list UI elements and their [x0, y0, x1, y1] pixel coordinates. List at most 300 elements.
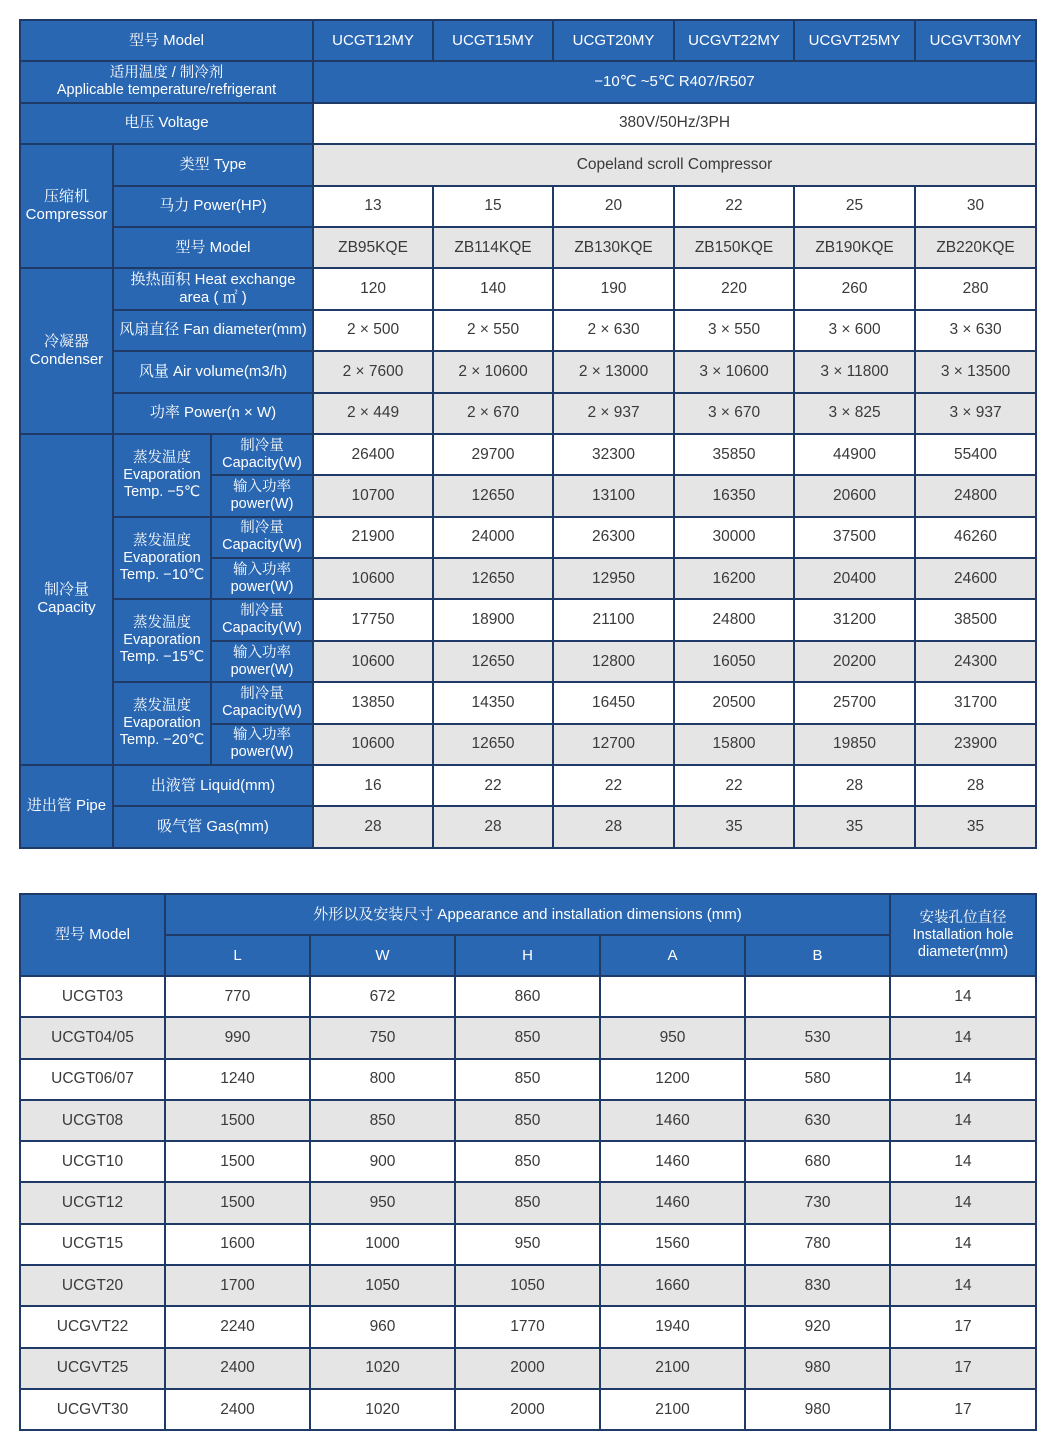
capacity-label-text: Capacity(W)	[222, 454, 302, 471]
condenser-area-cell: 220	[674, 268, 794, 309]
temperature-label-text: 适用温度 / 制冷剂	[109, 65, 224, 82]
dimension-row	[20, 976, 1036, 1017]
hole-diameter-cell: 14	[890, 1100, 1036, 1141]
dimension-column-header-text: W	[375, 946, 390, 964]
input-power-cell: 12650	[433, 641, 553, 682]
model-name-header-text: UCGVT22MY	[688, 31, 780, 49]
input-power-cell: 13100	[553, 475, 674, 516]
condenser-area-cell: 140	[433, 268, 553, 309]
capacity-cell: 13850	[313, 682, 433, 723]
capacity-row	[20, 434, 1036, 475]
capacity-label-text: 制冷量	[240, 685, 284, 702]
dimension-column-header-text: L	[233, 946, 242, 964]
evaporation-temp-label-text: Temp. −5℃	[123, 483, 201, 500]
dimension-value-cell: 2000	[455, 1348, 600, 1389]
voltage-label-text: 电压 Voltage	[124, 114, 209, 132]
capacity-cell: 46260	[915, 517, 1036, 558]
input-power-cell: 12700	[553, 724, 674, 765]
compressor-power-row	[20, 186, 1036, 227]
hole-diameter-cell: 17	[890, 1306, 1036, 1347]
condenser-air-cell: 3 × 13500	[915, 351, 1036, 392]
capacity-cell: 16450	[553, 682, 674, 723]
capacity-label	[211, 682, 313, 723]
compressor-group-label	[20, 144, 113, 268]
dimension-value-cell: 1460	[600, 1182, 745, 1223]
capacity-cell: 21900	[313, 517, 433, 558]
dimension-value-cell: 680	[745, 1141, 890, 1182]
condenser-power-cell: 2 × 449	[313, 393, 433, 434]
evaporation-temp-label	[113, 682, 211, 765]
condenser-power-label-text: 功率 Power(n × W)	[149, 404, 277, 422]
dimension-row	[20, 1182, 1036, 1223]
compressor-model-cell: ZB220KQE	[915, 227, 1036, 268]
dimension-model-label	[20, 894, 165, 976]
dimension-value-cell: 1050	[310, 1265, 455, 1306]
dimension-value-cell: 1500	[165, 1100, 310, 1141]
dimension-value-cell: 730	[745, 1182, 890, 1223]
hole-diameter-cell: 14	[890, 1265, 1036, 1306]
condenser-power-cell: 3 × 937	[915, 393, 1036, 434]
input-power-cell: 24600	[915, 558, 1036, 599]
condenser-air-label-text: 风量 Air volume(m3/h)	[138, 362, 288, 380]
pipe-gas-cell: 35	[674, 806, 794, 847]
evaporation-temp-label-text: Evaporation	[123, 632, 201, 649]
input-power-cell: 16200	[674, 558, 794, 599]
capacity-label-text: Capacity(W)	[222, 620, 302, 637]
capacity-cell: 25700	[794, 682, 915, 723]
condenser-air-row	[20, 351, 1036, 392]
dimension-value-cell: 1500	[165, 1182, 310, 1223]
hole-diameter-cell: 17	[890, 1348, 1036, 1389]
condenser-power-cell: 2 × 670	[433, 393, 553, 434]
input-power-cell: 10600	[313, 724, 433, 765]
pipe-group-label-text: 进出管 Pipe	[26, 797, 107, 815]
spec-table	[19, 19, 1037, 849]
model-name-header	[553, 20, 674, 61]
capacity-cell: 35850	[674, 434, 794, 475]
input-power-label-text: 输入功率	[233, 644, 291, 661]
input-power-cell: 20400	[794, 558, 915, 599]
dimension-value-cell: 1500	[165, 1141, 310, 1182]
pipe-gas-cell: 35	[794, 806, 915, 847]
pipe-liquid-cell: 22	[433, 765, 553, 806]
hole-diameter-label	[890, 894, 1036, 976]
model-name-header-text: UCGT20MY	[572, 31, 655, 49]
capacity-cell: 21100	[553, 599, 674, 640]
input-power-cell: 19850	[794, 724, 915, 765]
capacity-cell: 31700	[915, 682, 1036, 723]
capacity-label	[211, 517, 313, 558]
input-power-cell: 10600	[313, 641, 433, 682]
input-power-label	[211, 641, 313, 682]
condenser-air-cell: 3 × 10600	[674, 351, 794, 392]
dimension-value-cell: 850	[455, 1059, 600, 1100]
dimension-column-header	[745, 935, 890, 976]
pipe-liquid-label	[113, 765, 313, 806]
dimension-value-cell: 2240	[165, 1306, 310, 1347]
dimension-model-cell: UCGVT25	[20, 1348, 165, 1389]
dimension-value-cell: 850	[455, 1182, 600, 1223]
input-power-cell: 12950	[553, 558, 674, 599]
hole-diameter-cell: 14	[890, 1059, 1036, 1100]
capacity-label-text: 制冷量	[240, 603, 284, 620]
dimension-row	[20, 1306, 1036, 1347]
dimension-model-cell: UCGVT22	[20, 1306, 165, 1347]
dimension-model-cell: UCGT08	[20, 1100, 165, 1141]
dimension-column-header	[600, 935, 745, 976]
temperature-label	[20, 61, 313, 102]
model-name-header	[433, 20, 553, 61]
condenser-fan-cell: 3 × 550	[674, 310, 794, 351]
capacity-cell: 37500	[794, 517, 915, 558]
dimension-column-header-text: B	[812, 946, 823, 964]
evaporation-temp-label	[113, 599, 211, 682]
compressor-type-row	[20, 144, 1036, 185]
dimension-value-cell: 990	[165, 1017, 310, 1058]
capacity-cell: 14350	[433, 682, 553, 723]
dimension-value-cell: 1460	[600, 1141, 745, 1182]
pipe-gas-cell: 28	[553, 806, 674, 847]
evaporation-temp-label-text: 蒸发温度	[133, 532, 191, 549]
dimension-value-cell: 980	[745, 1389, 890, 1430]
dimension-value-cell: 2400	[165, 1389, 310, 1430]
condenser-fan-cell: 3 × 600	[794, 310, 915, 351]
pipe-gas-cell: 35	[915, 806, 1036, 847]
condenser-group-label	[20, 268, 113, 434]
model-name-header-text: UCGVT30MY	[929, 31, 1022, 49]
capacity-cell: 17750	[313, 599, 433, 640]
condenser-area-label-text: 换热面积 Heat exchange	[130, 271, 296, 289]
dimension-model-cell: UCGT03	[20, 976, 165, 1017]
evaporation-temp-label	[113, 434, 211, 517]
compressor-power-cell: 25	[794, 186, 915, 227]
dimension-row	[20, 1017, 1036, 1058]
dimension-value-cell: 950	[310, 1182, 455, 1223]
condenser-area-label-text: area ( ㎡ )	[179, 289, 247, 307]
voltage-value: 380V/50Hz/3PH	[313, 103, 1036, 144]
capacity-cell: 29700	[433, 434, 553, 475]
input-power-cell: 15800	[674, 724, 794, 765]
condenser-area-cell: 280	[915, 268, 1036, 309]
pipe-gas-cell: 28	[313, 806, 433, 847]
evaporation-temp-label-text: Evaporation	[123, 549, 201, 566]
evaporation-temp-label-text: 蒸发温度	[133, 449, 191, 466]
input-power-cell: 10600	[313, 558, 433, 599]
dimension-model-cell: UCGT12	[20, 1182, 165, 1223]
evaporation-temp-label	[113, 517, 211, 600]
voltage-label	[20, 103, 313, 144]
dimension-value-cell: 672	[310, 976, 455, 1017]
pipe-gas-row	[20, 806, 1036, 847]
dimension-row	[20, 1265, 1036, 1306]
dimension-group-label	[165, 894, 890, 935]
capacity-cell: 18900	[433, 599, 553, 640]
compressor-model-cell: ZB114KQE	[433, 227, 553, 268]
dimension-value-cell: 1020	[310, 1348, 455, 1389]
capacity-label-text: 制冷量	[240, 437, 284, 454]
evaporation-temp-label-text: Temp. −10℃	[119, 566, 205, 583]
evaporation-temp-label-text: Evaporation	[123, 466, 201, 483]
pipe-liquid-cell: 28	[915, 765, 1036, 806]
input-power-cell: 24800	[915, 475, 1036, 516]
compressor-model-cell: ZB190KQE	[794, 227, 915, 268]
capacity-cell: 26300	[553, 517, 674, 558]
model-name-header-text: UCGT12MY	[332, 31, 414, 49]
dimension-model-cell: UCGT20	[20, 1265, 165, 1306]
condenser-air-cell: 3 × 11800	[794, 351, 915, 392]
compressor-model-row	[20, 227, 1036, 268]
dimension-value-cell: 770	[165, 976, 310, 1017]
compressor-type-label	[113, 144, 313, 185]
dimension-header-row	[20, 894, 1036, 935]
condenser-area-row	[20, 268, 1036, 309]
hole-diameter-label-text: Installation hole	[912, 926, 1014, 943]
dimension-value-cell: 850	[455, 1141, 600, 1182]
condenser-fan-cell: 2 × 550	[433, 310, 553, 351]
capacity-group-label-text: 制冷量	[43, 581, 89, 599]
compressor-group-label-text: 压缩机	[43, 188, 89, 206]
model-label-text: 型号 Model	[128, 31, 205, 49]
input-power-label-text: 输入功率	[233, 478, 291, 495]
condenser-fan-label-text: 风扇直径 Fan diameter(mm)	[119, 321, 307, 339]
capacity-label-text: Capacity(W)	[222, 702, 302, 719]
dimension-table	[19, 893, 1037, 1431]
model-name-header	[915, 20, 1036, 61]
dimension-value-cell: 530	[745, 1017, 890, 1058]
model-name-header	[794, 20, 915, 61]
model-name-header-text: UCGT15MY	[452, 31, 534, 49]
condenser-fan-cell: 2 × 630	[553, 310, 674, 351]
pipe-gas-label-text: 吸气管 Gas(mm)	[157, 818, 269, 836]
dimension-value-cell: 1700	[165, 1265, 310, 1306]
hole-diameter-cell: 14	[890, 976, 1036, 1017]
pipe-gas-cell: 28	[433, 806, 553, 847]
temperature-row	[20, 61, 1036, 102]
dimension-value-cell: 1600	[165, 1224, 310, 1265]
condenser-air-cell: 2 × 7600	[313, 351, 433, 392]
input-power-label	[211, 558, 313, 599]
input-power-label-text: 输入功率	[233, 561, 291, 578]
evaporation-temp-label-text: Temp. −20℃	[119, 732, 205, 749]
condenser-power-cell: 3 × 825	[794, 393, 915, 434]
dimension-value-cell: 1560	[600, 1224, 745, 1265]
dimension-row	[20, 1100, 1036, 1141]
condenser-area-cell: 120	[313, 268, 433, 309]
input-power-cell: 10700	[313, 475, 433, 516]
input-power-label-text: power(W)	[230, 744, 294, 761]
dimension-value-cell: 2100	[600, 1348, 745, 1389]
capacity-cell: 30000	[674, 517, 794, 558]
capacity-cell: 20500	[674, 682, 794, 723]
dimension-value-cell: 850	[310, 1100, 455, 1141]
dimension-value-cell: 830	[745, 1265, 890, 1306]
dimension-value-cell: 1200	[600, 1059, 745, 1100]
condenser-fan-cell: 2 × 500	[313, 310, 433, 351]
dimension-value-cell: 2000	[455, 1389, 600, 1430]
input-power-label-text: 输入功率	[233, 727, 291, 744]
input-power-cell: 16050	[674, 641, 794, 682]
condenser-area-cell: 260	[794, 268, 915, 309]
capacity-cell: 24800	[674, 599, 794, 640]
capacity-cell: 26400	[313, 434, 433, 475]
compressor-power-cell: 15	[433, 186, 553, 227]
compressor-group-label-text: Compressor	[25, 206, 108, 224]
capacity-label	[211, 434, 313, 475]
capacity-cell: 44900	[794, 434, 915, 475]
capacity-label-text: 制冷量	[240, 520, 284, 537]
dimension-row	[20, 1224, 1036, 1265]
condenser-group-label-text: Condenser	[29, 351, 104, 369]
evaporation-temp-label-text: Evaporation	[123, 715, 201, 732]
pipe-group-label	[20, 765, 113, 848]
input-power-label-text: power(W)	[230, 661, 294, 678]
compressor-type-label-text: 类型 Type	[179, 155, 247, 173]
condenser-fan-cell: 3 × 630	[915, 310, 1036, 351]
hole-diameter-label-text: 安装孔位直径	[919, 909, 1007, 926]
input-power-cell: 20600	[794, 475, 915, 516]
hole-diameter-cell: 17	[890, 1389, 1036, 1430]
dimension-value-cell: 1240	[165, 1059, 310, 1100]
compressor-power-label	[113, 186, 313, 227]
input-power-cell: 20200	[794, 641, 915, 682]
capacity-cell: 55400	[915, 434, 1036, 475]
capacity-cell: 24000	[433, 517, 553, 558]
dimension-group-label-text: 外形以及安装尺寸 Appearance and installation dimensions (mm)	[313, 905, 742, 923]
model-name-header	[313, 20, 433, 61]
dimension-value-cell: 920	[745, 1306, 890, 1347]
pipe-liquid-cell: 22	[553, 765, 674, 806]
compressor-model-label	[113, 227, 313, 268]
compressor-power-cell: 22	[674, 186, 794, 227]
pipe-liquid-cell: 28	[794, 765, 915, 806]
dimension-value-cell: 1940	[600, 1306, 745, 1347]
dimension-value-cell: 1770	[455, 1306, 600, 1347]
condenser-air-label	[113, 351, 313, 392]
dimension-value-cell: 850	[455, 1017, 600, 1058]
dimension-value-cell: 1660	[600, 1265, 745, 1306]
model-name-header	[674, 20, 794, 61]
dimension-column-header	[455, 935, 600, 976]
dimension-column-header-text: H	[522, 946, 533, 964]
hole-diameter-cell: 14	[890, 1141, 1036, 1182]
dimension-column-header	[165, 935, 310, 976]
condenser-group-label-text: 冷凝器	[43, 333, 89, 351]
capacity-group-label-text: Capacity	[37, 599, 96, 617]
dimension-value-cell: 580	[745, 1059, 890, 1100]
condenser-area-label	[113, 268, 313, 309]
pipe-liquid-cell: 16	[313, 765, 433, 806]
dimension-value-cell: 780	[745, 1224, 890, 1265]
dimension-value-cell: 800	[310, 1059, 455, 1100]
input-power-label	[211, 475, 313, 516]
voltage-row	[20, 103, 1036, 144]
capacity-cell: 32300	[553, 434, 674, 475]
capacity-cell: 38500	[915, 599, 1036, 640]
input-power-cell: 12650	[433, 724, 553, 765]
hole-diameter-cell: 14	[890, 1182, 1036, 1223]
capacity-label-text: Capacity(W)	[222, 537, 302, 554]
dimension-value-cell: 1000	[310, 1224, 455, 1265]
dimension-value-cell: 950	[600, 1017, 745, 1058]
temperature-value: −10℃ ~5℃ R407/R507	[313, 61, 1036, 102]
input-power-label-text: power(W)	[230, 578, 294, 595]
capacity-cell: 31200	[794, 599, 915, 640]
dimension-value-cell: 860	[455, 976, 600, 1017]
compressor-model-cell: ZB130KQE	[553, 227, 674, 268]
dimension-model-cell: UCGT06/07	[20, 1059, 165, 1100]
dimension-value-cell: 1020	[310, 1389, 455, 1430]
capacity-group-label	[20, 434, 113, 765]
dimension-model-cell: UCGT15	[20, 1224, 165, 1265]
evaporation-temp-label-text: 蒸发温度	[133, 698, 191, 715]
input-power-cell: 12650	[433, 558, 553, 599]
condenser-power-cell: 3 × 670	[674, 393, 794, 434]
dimension-row	[20, 1348, 1036, 1389]
condenser-power-cell: 2 × 937	[553, 393, 674, 434]
dimension-value-cell: 1460	[600, 1100, 745, 1141]
hole-diameter-label-text: diameter(mm)	[917, 943, 1009, 960]
compressor-type-value: Copeland scroll Compressor	[313, 144, 1036, 185]
capacity-row	[20, 599, 1036, 640]
capacity-label	[211, 599, 313, 640]
pipe-gas-label	[113, 806, 313, 847]
compressor-model-cell: ZB95KQE	[313, 227, 433, 268]
capacity-row	[20, 517, 1036, 558]
model-label	[20, 20, 313, 61]
input-power-cell: 24300	[915, 641, 1036, 682]
input-power-cell: 12800	[553, 641, 674, 682]
condenser-air-cell: 2 × 13000	[553, 351, 674, 392]
dimension-value-cell: 2400	[165, 1348, 310, 1389]
compressor-power-cell: 30	[915, 186, 1036, 227]
dimension-value-cell: 750	[310, 1017, 455, 1058]
dimension-row	[20, 1389, 1036, 1430]
condenser-fan-label	[113, 310, 313, 351]
input-power-label	[211, 724, 313, 765]
condenser-area-cell: 190	[553, 268, 674, 309]
model-name-header-text: UCGVT25MY	[808, 31, 901, 49]
condenser-fan-row	[20, 310, 1036, 351]
compressor-model-label-text: 型号 Model	[175, 238, 251, 256]
input-power-label-text: power(W)	[230, 495, 294, 512]
dimension-row	[20, 1059, 1036, 1100]
dimension-value-cell: 630	[745, 1100, 890, 1141]
compressor-power-label-text: 马力 Power(HP)	[159, 197, 267, 215]
temperature-label-text: Applicable temperature/refrigerant	[56, 82, 277, 99]
dimension-value-cell: 950	[455, 1224, 600, 1265]
dimension-value-cell: 1050	[455, 1265, 600, 1306]
dimension-model-cell: UCGT10	[20, 1141, 165, 1182]
dimension-column-header	[310, 935, 455, 976]
input-power-cell: 12650	[433, 475, 553, 516]
capacity-row	[20, 682, 1036, 723]
condenser-power-label	[113, 393, 313, 434]
compressor-power-cell: 13	[313, 186, 433, 227]
evaporation-temp-label-text: Temp. −15℃	[119, 649, 205, 666]
dimension-subheader-row	[20, 935, 1036, 976]
compressor-model-cell: ZB150KQE	[674, 227, 794, 268]
condenser-air-cell: 2 × 10600	[433, 351, 553, 392]
dimension-model-cell: UCGVT30	[20, 1389, 165, 1430]
dimension-value-cell	[745, 976, 890, 1017]
input-power-cell: 23900	[915, 724, 1036, 765]
pipe-liquid-cell: 22	[674, 765, 794, 806]
condenser-power-row	[20, 393, 1036, 434]
hole-diameter-cell: 14	[890, 1224, 1036, 1265]
dimension-value-cell: 850	[455, 1100, 600, 1141]
hole-diameter-cell: 14	[890, 1017, 1036, 1058]
dimension-value-cell: 960	[310, 1306, 455, 1347]
